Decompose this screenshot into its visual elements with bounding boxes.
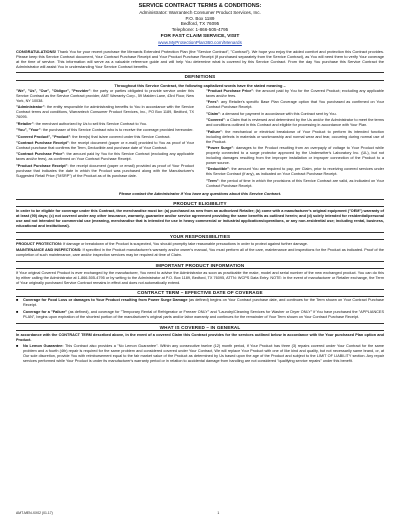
- definition-item: [16, 122, 194, 127]
- responsibilities-heading: YOUR RESPONSIBILITIES: [16, 232, 384, 240]
- intro-text: Thank You for your recent purchase the Menards Extended Protection Plan (the "Service Contract", "Contract"). We hope you enjoy the added comfort and protection this Contract provides. Please keep this Service Contract document, Your Contract Purchase Receipt and Your Product Purchase Receipt (if purchased separately from the Service Contract), as You will need them to verify Your coverage at the time of service. This information will serve as a valuable reference guide and will help You determine what is covered by this Service Contract. From the day You purchase this Service Contract the Administrator will assist You in understanding Your Service Contract benefits.: [16, 48, 384, 70]
- term-item: [16, 298, 384, 308]
- bullet-icon: ■: [16, 344, 19, 349]
- intro-lead: CONGRATULATIONS!: [16, 48, 57, 54]
- bullet-icon: ■: [16, 298, 19, 303]
- definition-text: : a demand for payment in accordance with this Contract sent by You.: [219, 111, 337, 116]
- definition-item: [206, 100, 384, 110]
- term-item: [16, 310, 384, 320]
- definition-text: : the amount paid by You for the Covered Product; excluding any applicable taxes and/or fees.: [206, 89, 384, 99]
- definition-item: [206, 146, 384, 166]
- definition-text: : a Claim that is reviewed and determined by the Us and/or the Administrator to meet the terms and conditions outlined in this Contract and eligible for processing in accordance with Your Plan.: [206, 118, 384, 128]
- definition-term: "Covered": [206, 118, 225, 123]
- definition-item: [206, 112, 384, 117]
- definition-item: [16, 105, 194, 120]
- definitions-right-column: [206, 89, 384, 190]
- definitions-left-column: [16, 89, 194, 190]
- definition-term: "Deductible": [206, 167, 230, 172]
- definition-text: : the mechanical or electrical breakdown of Your Product to perform its intended function including defects in materials or workmanship and normal wear and tear, occurring during normal use of the Product.: [206, 129, 384, 144]
- product-protection-text: If damage or breakdown of the Product is suspected, You should promptly take reasonable precautions in order to protect against further damage.: [61, 241, 308, 246]
- definition-term: "Fees": [206, 100, 219, 105]
- definition-item: [16, 164, 194, 179]
- important-info-heading: IMPORTANT PRODUCT INFORMATION: [16, 261, 384, 269]
- maintenance-lead: MAINTENANCE AND INSPECTIONS:: [16, 248, 82, 253]
- no-lemon-body: This Contract also provides a "No Lemon Guarantee". Within any consecutive twelve (12) month period, if Your Product has three (3) repairs covered under Your Contract for the same problem and a fourth (4th) repair is required for the same problem and considered covered under Your Contract, We will replace Your Product with one of like kind and quality, but not necessarily same brand, or, at Our sole discretion, provide You with reimbursement equal to the fair market value of the Product as determined by Us based upon the age of the Product and subject to the LIMIT OF LIABILITY section. Any repair services performed while Your Product is under its manufacturer's warranty period or in relation to accidental damage from handling are not considered "qualifying service repairs" under this benefit.: [23, 344, 384, 364]
- page-number: 1: [217, 511, 220, 515]
- definition-item: [16, 141, 194, 151]
- eligibility-text: In order to be eligible for coverage under this Contract, the merchandise must be: (a) purchased as new from an authorized Retailer; (b) come with a manufacturer's original equipment ("OEM") warranty of at least (90) days; (c) not covered under any other insurance, warranty, guarantee and/or service agreement providing the same benefits as outlined herein; and (d) solely intended for residential/personal use and not intended for commercial use (meaning, merchandise that is intended for use in heavy commercial or industrial applications/operations, or any non-residential use; including rental, business, educational and institutional).: [16, 208, 385, 228]
- term-item-text: [23, 310, 384, 320]
- definition-item: [206, 89, 384, 99]
- no-lemon-lead: No Lemon Guarantee:: [23, 344, 64, 349]
- contract-header: [16, 3, 384, 46]
- definition-term: "Claim": [206, 111, 220, 116]
- definition-item: [16, 135, 194, 140]
- term-item-body: (as defined), and coverage for "Temporary Rental of Refrigerator or Freezer ONLY" and "Laundry/Cleaning Services for Washer or Dryer ONLY" if You have purchased the "APPLIANCES PLAN", begins upon expiration of the shortest portion of the manufacturer's original parts and/or labor warranty and continues for the remainder of Your Term shown on Your Contract Purchase Receipt.: [23, 309, 384, 319]
- contract-term-heading: CONTRACT TERM – EFFECTIVE DATE OF COVERAGE: [16, 289, 384, 297]
- definition-item: [206, 130, 384, 145]
- definition-term: "Covered Product", "Product": [16, 134, 71, 139]
- definition-term: "Term": [206, 178, 219, 183]
- definition-term: "Product Purchase Price": [206, 89, 254, 94]
- administrator-line: Administrator: Warrantech Consumer Product Services, Inc.: [139, 9, 261, 15]
- telephone-line: Telephone: 1-866-505-4795: [171, 27, 229, 33]
- product-protection-paragraph: [16, 242, 384, 247]
- maintenance-text: If specified in the Product manufacturer's warranty and/or owner's manual, You must perform all of the care, maintenance and inspections for the Product as indicated. Proof of the completion of such maintenance, care and/or inspection services may be required at time of Claim.: [16, 248, 384, 258]
- no-lemon-item: [16, 344, 384, 364]
- definition-text: : the entity responsible for administrating benefits to You in accordance with the Service Contract terms and conditions, Warrantech Consumer Product Services, Inc., PO Box 1189, Bedford, TX 76095.: [16, 105, 194, 120]
- definition-item: [206, 118, 384, 128]
- definition-text: : the receipt document (paper or email) provided as proof of Your Product purchase that indicates the date in which the Product was purchased along with the Manufacturer's Suggested Retail Price ("MSRP") of the Product as of its purchase date.: [16, 163, 194, 178]
- definition-term: "Contract Purchase Receipt": [16, 141, 69, 146]
- po-box-line: P.O. Box 1189: [185, 15, 215, 21]
- definition-text: : the party or parties obligated to provide service under this Service Contract as the Service Contract provider, AMT Warranty Corp., 59 Maiden Lane, 43rd Floor, New York, NY 10038.: [16, 89, 195, 104]
- no-lemon-text: [23, 344, 384, 364]
- definition-text: : the period of time in which the provisions of this Service Contract are valid, as indicated on Your Contract Purchase Receipt.: [206, 178, 384, 188]
- definition-text: : the purchaser of this Service Contract who is to receive the coverage provided hereunder.: [40, 128, 194, 133]
- definition-item: [16, 89, 194, 104]
- definition-item: [16, 152, 194, 162]
- definition-term: "We", "Us", "Our", "Obligor", "Provider": [16, 89, 91, 94]
- definition-term: "Failure": [206, 129, 223, 134]
- intro-paragraph: [16, 49, 384, 70]
- bullet-icon: ■: [16, 309, 19, 314]
- definition-text: : damages to the Product resulting from an overpayly of voltage to Your Product while properly connected to a surge protector approved by the Underwriter's Laboratory Inc. (UL), but not including damages resulting from the improper installation or improper connection of the Product to a power source.: [206, 146, 385, 166]
- definition-text: : the amount paid by You for this Service Contract (excluding any applicable taxes and/or fees), as confirmed on Your Contract Purchase Receipt.: [16, 152, 194, 162]
- what-is-covered-heading: WHAT IS COVERED – IN GENERAL: [16, 323, 384, 331]
- definition-item: [16, 128, 194, 133]
- definition-term: "Contract Purchase Price": [16, 152, 65, 157]
- definition-term: "Product Purchase Receipt": [16, 163, 68, 168]
- what-is-covered-lead: In accordance with the CONTRACT TERM described above, in the event of a covered Claim this Contract provides for the services outlined below in accordance with the Your purchased Plan option and Product.: [16, 332, 384, 342]
- definition-term: "Administrator": [16, 105, 45, 110]
- definition-text: : the merchant authorized by Us to sell this Service Contract to You.: [33, 121, 148, 126]
- product-protection-lead: PRODUCT PROTECTION:: [16, 241, 62, 246]
- definition-term: "Retailer": [16, 121, 34, 126]
- eligibility-heading: PRODUCT ELIGIBILITY: [16, 199, 384, 207]
- definition-item: [206, 179, 384, 189]
- term-item-lead: Coverage for Food Loss or damages to Your Product resulting from Power Surge Damage: [23, 298, 188, 303]
- definition-item: [206, 167, 384, 177]
- definition-text: : the receipt document (paper or e-mail) provided to You as proof of Your Contract purchase that confirms the Term, Deductible and purchase date of Your Contract.: [16, 141, 194, 151]
- contract-title: SERVICE CONTRACT TERMS & CONDITIONS:: [138, 3, 262, 9]
- definitions-lead: Throughout this Service Contract, the following capitalized words have the stated meaning –: [114, 82, 286, 88]
- definition-text: : any Retailer's specific Base Plan Coverage option that You purchased as confirmed on Your Contract Purchase Receipt.: [206, 100, 384, 110]
- definitions-contact-note: Please contact the Administrator if You have any questions about this Service Contract.: [118, 191, 282, 197]
- maintenance-paragraph: [16, 248, 384, 258]
- city-line: Bedford, TX 76095: [180, 21, 220, 27]
- term-item-body: (as defined) begins on Your Contract purchase date, and continues for the Term shown on Your Contract Purchase Receipt.: [23, 298, 384, 308]
- definition-text: : the amount You are required to pay, per Claim, prior to receiving covered services under this Service Contract (if any), as indicated on Your Contract Purchase Receipt.: [206, 167, 384, 177]
- form-code: AMT-MEN-XX02 (01.17): [16, 511, 53, 515]
- definitions-heading: DEFINITIONS: [16, 72, 384, 80]
- important-info-text: If Your original Covered Product is ever exchanged by the manufacturer, You need to advise the Administrator as soon as practicable the make, model and serial number of the new exchanged product. You can do this by either calling the Administrator at 1-866-505-4795 or by writing to the Administrator at P.O. Box 1189, Bedford, TX 76095, ATTN: WCPS Data Entry. NOTE: in the event of manufacturer or Retailer exchange, the Term of Your originally purchased Service Contract remains in effect and does not automatically extend.: [16, 270, 384, 285]
- definition-text: : the item(s) that is/are covered under this Service Contract.: [70, 134, 171, 139]
- term-item-text: [23, 298, 384, 308]
- claim-service-line: FOR FAST CLAIM SERVICE, VISIT: [160, 33, 240, 39]
- claim-url-link[interactable]: www.MyProtectionPlan360.com/Menards: [158, 40, 242, 46]
- definitions-columns: [16, 89, 384, 190]
- definition-term: "You", "Your": [16, 128, 41, 133]
- page-footer: [16, 511, 384, 515]
- term-item-lead: Coverage for a "Failure": [23, 309, 68, 314]
- definition-term: "Power Surge": [206, 146, 234, 151]
